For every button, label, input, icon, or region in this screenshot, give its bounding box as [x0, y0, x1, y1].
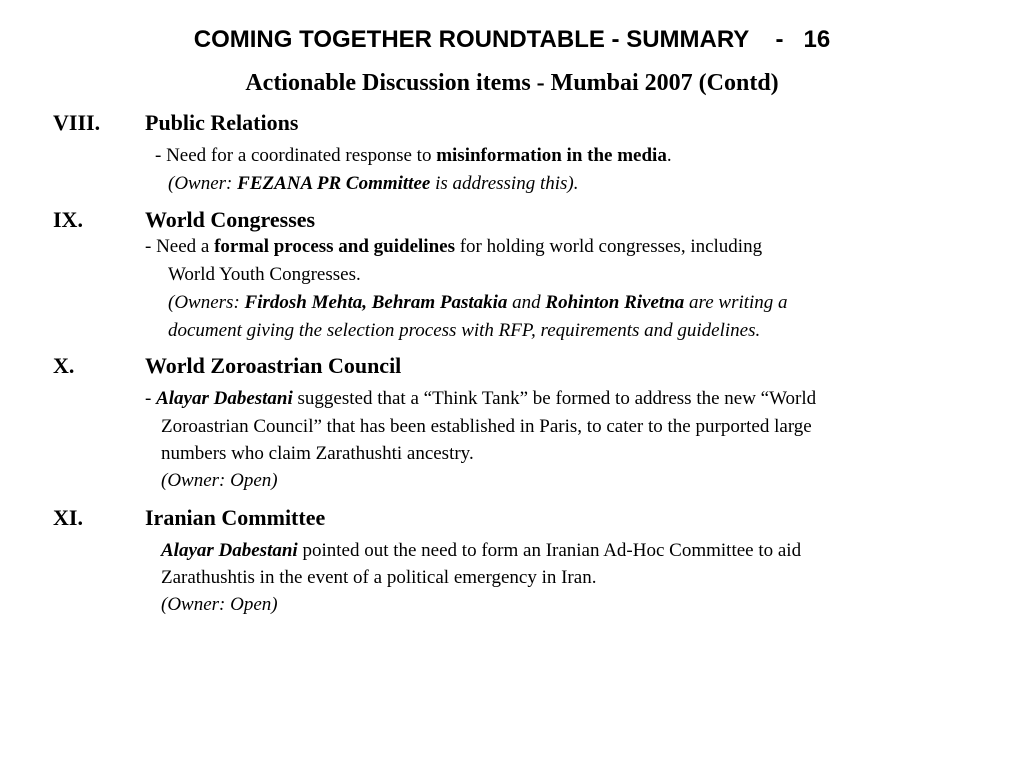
page-subtitle: Actionable Discussion items - Mumbai 2007 (Contd) — [245, 70, 779, 96]
section-item-line: Zoroastrian Council” that has been established in Paris, to cater to the purported large — [161, 416, 812, 437]
section-item-line: - Need a formal process and guidelines for holding world congresses, including — [145, 236, 763, 257]
section-heading: World Congresses — [145, 207, 316, 232]
section-owner-line: document giving the selection process with RFP, requirements and guidelines. — [168, 320, 761, 341]
section-item-line: - Alayar Dabestani suggested that a “Think Tank” be formed to address the new “World — [145, 388, 817, 409]
section-heading: Public Relations — [145, 110, 299, 135]
section-number: XI. — [53, 505, 83, 530]
section-owner-line: (Owner: Open) — [161, 594, 278, 615]
section-number: X. — [53, 353, 75, 378]
section-heading: World Zoroastrian Council — [145, 353, 402, 378]
page-title: COMING TOGETHER ROUNDTABLE - SUMMARY - 16 — [193, 26, 831, 53]
section-item-line: Zarathushtis in the event of a political emergency in Iran. — [161, 567, 597, 588]
section-item-line: Alayar Dabestani pointed out the need to form an Iranian Ad-Hoc Committee to aid — [161, 540, 802, 561]
section-item-line: World Youth Congresses. — [168, 264, 361, 285]
section-owner-line: (Owner: FEZANA PR Committee is addressing this). — [168, 173, 579, 194]
section-number: IX. — [53, 207, 83, 232]
section-number: VIII. — [53, 110, 101, 135]
section-heading: Iranian Committee — [145, 505, 326, 530]
section-item-line: - Need for a coordinated response to misinformation in the media. — [155, 145, 672, 166]
section-owner-line: (Owner: Open) — [161, 470, 278, 491]
section-item-line: numbers who claim Zarathushti ancestry. — [161, 443, 474, 464]
section-owner-line: (Owners: Firdosh Mehta, Behram Pastakia and Rohinton Rivetna are writing a — [168, 292, 788, 313]
